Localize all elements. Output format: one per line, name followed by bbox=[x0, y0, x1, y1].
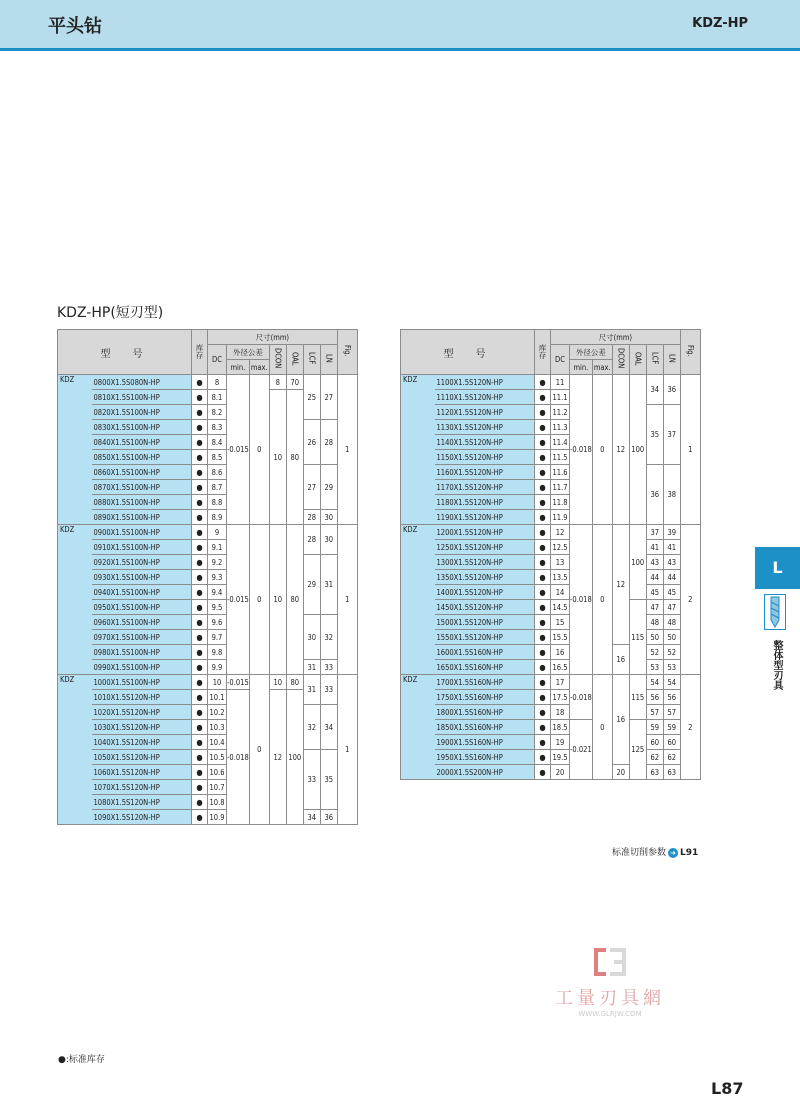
cutting-params-ref[interactable] bbox=[612, 845, 698, 858]
table-row: 1550X1.5S120N-HP ● 15.5 50 50 bbox=[401, 630, 701, 645]
stock-header: 库存 bbox=[192, 330, 208, 375]
table-row: 0970X1.5S100N-HP ● 9.7 bbox=[58, 630, 358, 645]
oal-header: OAL bbox=[286, 345, 303, 375]
table-row: 0960X1.5S100N-HP ● 9.6 30 32 bbox=[58, 615, 358, 630]
tolerance-header: 外径公差 bbox=[570, 345, 613, 360]
chapter-tab: L bbox=[755, 547, 800, 589]
table-row: 1090X1.5S120N-HP ● 10.9 34 36 bbox=[58, 810, 358, 825]
tolerance-header: 外径公差 bbox=[227, 345, 270, 360]
stock-header: 库存 bbox=[535, 330, 551, 375]
ln-header: LN bbox=[320, 345, 337, 375]
lcf-header: LCF bbox=[646, 345, 663, 375]
max-header: max. bbox=[592, 360, 612, 375]
table-row: 0930X1.5S100N-HP ● 9.3 bbox=[58, 570, 358, 585]
table-row: 1500X1.5S120N-HP ● 15 48 48 bbox=[401, 615, 701, 630]
arrow-right-icon: ➜ bbox=[668, 848, 678, 858]
table-row: 0990X1.5S100N-HP ● 9.9 31 33 bbox=[58, 660, 358, 675]
watermark-url: WWW.GLRJW.COM bbox=[578, 1010, 642, 1018]
table-row: 1060X1.5S120N-HP ● 10.6 bbox=[58, 765, 358, 780]
page-number: L87 bbox=[711, 1079, 744, 1098]
table-row: 1750X1.5S160N-HP ● 17.5 56 56 bbox=[401, 690, 701, 705]
table-row: 1900X1.5S160N-HP ● 19 60 60 bbox=[401, 735, 701, 750]
table-row: KDZ 1000X1.5S100N-HP ● 10 -0.015 0 10 80 31 33 1 bbox=[58, 675, 358, 690]
ln-header: LN bbox=[663, 345, 680, 375]
size-header: 尺寸(mm) bbox=[551, 330, 681, 345]
table-row: 0820X1.5S100N-HP ● 8.2 bbox=[58, 405, 358, 420]
table-row: 0910X1.5S100N-HP ● 9.1 bbox=[58, 540, 358, 555]
table-row: 1140X1.5S120N-HP ● 11.4 bbox=[401, 435, 701, 450]
table-row: 1130X1.5S120N-HP ● 11.3 bbox=[401, 420, 701, 435]
table-row: 1020X1.5S120N-HP ● 10.2 32 34 bbox=[58, 705, 358, 720]
table-row: 0830X1.5S100N-HP ● 8.3 26 28 bbox=[58, 420, 358, 435]
table-row: KDZ 1700X1.5S160N-HP ● 17 -0.018 0 16 115 54 54 2 bbox=[401, 675, 701, 690]
table-row: 1160X1.5S120N-HP ● 11.6 36 38 bbox=[401, 465, 701, 480]
table-row: 0860X1.5S100N-HP ● 8.6 27 29 bbox=[58, 465, 358, 480]
table-row: 1050X1.5S120N-HP ● 10.5 33 35 bbox=[58, 750, 358, 765]
dcon-header: DCON bbox=[612, 345, 629, 375]
table-row: 0840X1.5S100N-HP ● 8.4 bbox=[58, 435, 358, 450]
watermark-logo-icon bbox=[590, 944, 630, 980]
legend bbox=[58, 1052, 105, 1065]
lcf-header: LCF bbox=[303, 345, 320, 375]
table-row: 1110X1.5S120N-HP ● 11.1 bbox=[401, 390, 701, 405]
watermark-text: 工量刃具網 bbox=[555, 988, 665, 1009]
oal-header: OAL bbox=[629, 345, 646, 375]
model-header: 型 号 bbox=[401, 330, 535, 375]
page-title: 平头钻 bbox=[48, 16, 102, 37]
table-row: 1190X1.5S120N-HP ● 11.9 bbox=[401, 510, 701, 525]
chapter-label: 整体型刃具 bbox=[771, 640, 782, 690]
ref-page: L91 bbox=[680, 848, 699, 858]
table-row: KDZ 0900X1.5S100N-HP ● 9 -0.015 0 10 80 28 30 1 bbox=[58, 525, 358, 540]
table-row: 0870X1.5S100N-HP ● 8.7 bbox=[58, 480, 358, 495]
table-row: 1120X1.5S120N-HP ● 11.2 35 37 bbox=[401, 405, 701, 420]
table-row: 1850X1.5S160N-HP ● 18.5 -0.021 125 59 59 bbox=[401, 720, 701, 735]
table-row: 1350X1.5S120N-HP ● 13.5 44 44 bbox=[401, 570, 701, 585]
table-row: 0880X1.5S100N-HP ● 8.8 bbox=[58, 495, 358, 510]
page-header bbox=[0, 0, 800, 51]
table-row: KDZ 1100X1.5S120N-HP ● 11 -0.018 0 12 100 34 36 1 bbox=[401, 375, 701, 390]
table-row: 0950X1.5S100N-HP ● 9.5 bbox=[58, 600, 358, 615]
table-row: 2000X1.5S200N-HP ● 20 20 63 63 bbox=[401, 765, 701, 780]
spec-table-left bbox=[57, 329, 358, 825]
table-row: 1600X1.5S160N-HP ● 16 16 52 52 bbox=[401, 645, 701, 660]
table-row: 0890X1.5S100N-HP ● 8.9 28 30 bbox=[58, 510, 358, 525]
table-row: 0980X1.5S100N-HP ● 9.8 bbox=[58, 645, 358, 660]
table-row: KDZ 1200X1.5S120N-HP ● 12 -0.018 0 12 100 37 39 2 bbox=[401, 525, 701, 540]
drill-icon bbox=[764, 594, 786, 630]
table-row: 1170X1.5S120N-HP ● 11.7 bbox=[401, 480, 701, 495]
stock-dot-icon: ● bbox=[58, 1055, 66, 1065]
dcon-header: DCON bbox=[269, 345, 286, 375]
table-row: 1010X1.5S120N-HP ● 10.1 -0.018 12 100 bbox=[58, 690, 358, 705]
table-row: 1450X1.5S120N-HP ● 14.5 115 47 47 bbox=[401, 600, 701, 615]
table-row: 0850X1.5S100N-HP ● 8.5 bbox=[58, 450, 358, 465]
table-row: 1300X1.5S120N-HP ● 13 43 43 bbox=[401, 555, 701, 570]
table-row: 1070X1.5S120N-HP ● 10.7 bbox=[58, 780, 358, 795]
model-header: 型 号 bbox=[58, 330, 192, 375]
size-header: 尺寸(mm) bbox=[208, 330, 338, 345]
table-row: 1400X1.5S120N-HP ● 14 45 45 bbox=[401, 585, 701, 600]
table-row: 1040X1.5S120N-HP ● 10.4 bbox=[58, 735, 358, 750]
table-row: 1080X1.5S120N-HP ● 10.8 bbox=[58, 795, 358, 810]
table-row: 0810X1.5S100N-HP ● 8.1 10 80 bbox=[58, 390, 358, 405]
table-row: 1250X1.5S120N-HP ● 12.5 41 41 bbox=[401, 540, 701, 555]
min-header: min. bbox=[227, 360, 250, 375]
legend-text: :标准库存 bbox=[65, 1055, 105, 1065]
dc-header: DC bbox=[551, 345, 570, 375]
ref-text: 标准切削参数 bbox=[612, 848, 667, 858]
table-row: KDZ 0800X1.5S080N-HP ● 8 -0.015 0 8 70 25 27 1 bbox=[58, 375, 358, 390]
min-header: min. bbox=[570, 360, 593, 375]
table-row: 1800X1.5S160N-HP ● 18 57 57 bbox=[401, 705, 701, 720]
table-row: 0940X1.5S100N-HP ● 9.4 bbox=[58, 585, 358, 600]
table-row: 1030X1.5S120N-HP ● 10.3 bbox=[58, 720, 358, 735]
table-row: 0920X1.5S100N-HP ● 9.2 29 31 bbox=[58, 555, 358, 570]
fig-header: Fig. bbox=[337, 330, 357, 375]
watermark bbox=[545, 944, 675, 1024]
section-title: KDZ-HP(短刃型) bbox=[57, 305, 164, 321]
table-row: 1150X1.5S120N-HP ● 11.5 bbox=[401, 450, 701, 465]
product-code: KDZ-HP bbox=[692, 16, 748, 31]
fig-header: Fig. bbox=[680, 330, 700, 375]
table-row: 1180X1.5S120N-HP ● 11.8 bbox=[401, 495, 701, 510]
dc-header: DC bbox=[208, 345, 227, 375]
max-header: max. bbox=[249, 360, 269, 375]
table-row: 1950X1.5S160N-HP ● 19.5 62 62 bbox=[401, 750, 701, 765]
table-row: 1650X1.5S160N-HP ● 16.5 53 53 bbox=[401, 660, 701, 675]
spec-table-right bbox=[400, 329, 701, 780]
